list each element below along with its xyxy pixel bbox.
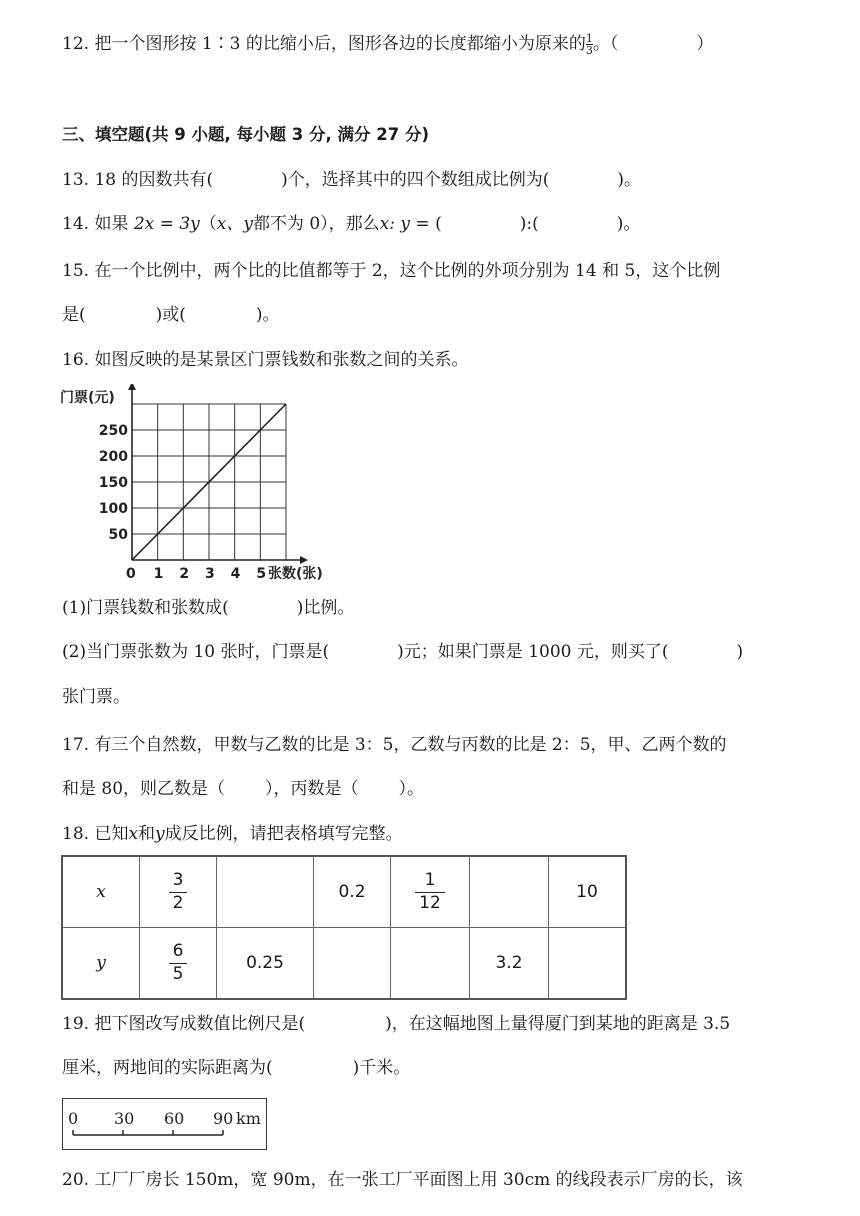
question-16-part2-cont: 张门票。 <box>62 687 130 707</box>
table-cell-blank[interactable] <box>391 928 470 1000</box>
row-header-x: x <box>62 856 140 928</box>
table-cell: 10 <box>549 856 627 928</box>
x-tick-label: 3 <box>205 566 215 582</box>
question-13: 13. 18 的因数共有( )个，选择其中的四个数组成比例为( )。 <box>62 170 642 190</box>
table-cell: 3.2 <box>470 928 549 1000</box>
table-cell: 0.2 <box>314 856 391 928</box>
question-17-line1: 17. 有三个自然数，甲数与乙数的比是 3：5，乙数与丙数的比是 2：5，甲、乙两个数的 <box>62 735 727 755</box>
table-cell: $\frac{1}{12}$ <box>391 856 470 928</box>
scale-label: 60 <box>164 1109 185 1128</box>
y-tick-label: 200 <box>98 449 128 465</box>
table-cell-blank[interactable] <box>314 928 391 1000</box>
y-axis-label: 门票(元) <box>60 390 115 406</box>
question-16-part1: (1)门票钱数和张数成( )比例。 <box>62 598 355 618</box>
x-tick-label: 5 <box>256 566 267 582</box>
y-tick-label: 250 <box>98 423 128 439</box>
x-axis-arrow <box>300 556 308 564</box>
y-tick-label: 100 <box>98 501 128 517</box>
x-tick-label: 1 <box>153 566 164 582</box>
scale-label: 30 <box>114 1109 135 1128</box>
question-16: 16. 如图反映的是某景区门票钱数和张数之间的关系。 <box>62 350 469 370</box>
question-15-line2: 是( )或( )。 <box>62 305 280 325</box>
y-axis-arrow <box>128 384 136 390</box>
question-15-line1: 15. 在一个比例中，两个比的比值都等于 2，这个比例的外项分别为 14 和 5，这个比例 <box>62 261 721 281</box>
question-20: 20. 工厂厂房长 150m，宽 90m，在一张工厂平面图上用 30cm 的线段表示厂房的长，该 <box>62 1170 743 1190</box>
ticket-price-graph <box>60 384 350 584</box>
question-19-line1: 19. 把下图改写成数值比例尺是( )，在这幅地图上量得厦门到某地的距离是 3.5 <box>62 1014 731 1034</box>
question-17-line2: 和是 80，则乙数是（ ），丙数是（ ）。 <box>62 779 425 799</box>
question-19-line2: 厘米，两地间的实际距离为( )千米。 <box>62 1058 411 1078</box>
scale-label: 90 <box>213 1109 234 1128</box>
table-row-y <box>62 928 626 1000</box>
question-16-part2: (2)当门票张数为 10 张时，门票是( )元；如果门票是 1000 元，则买了( ) <box>62 642 744 662</box>
row-header-y: y <box>62 928 140 1000</box>
table-cell: $\frac{6}{5}$ <box>140 928 217 1000</box>
x-tick-label: 4 <box>230 566 241 582</box>
question-14: 14. 如果 2x = 3y（x、y都不为 0），那么x: y = ( ):( )。 <box>62 214 641 234</box>
table-cell: $\frac{3}{2}$ <box>140 856 217 928</box>
x-tick-label: 0 <box>126 566 136 582</box>
table-cell-blank[interactable] <box>549 928 627 1000</box>
inverse-proportion-table <box>61 855 627 1000</box>
table-cell-blank[interactable] <box>470 856 549 928</box>
y-tick-label: 50 <box>108 527 128 543</box>
table-row-x <box>62 856 626 928</box>
scale-unit: km <box>236 1109 261 1128</box>
section-heading: 三、填空题(共 9 小题, 每小题 3 分, 满分 27 分) <box>62 125 429 144</box>
x-axis-label: 张数(张) <box>268 566 323 582</box>
y-tick-label: 150 <box>98 475 128 491</box>
table-cell: 0.25 <box>217 928 314 1000</box>
x-tick-label: 2 <box>179 566 190 582</box>
table-cell-blank[interactable] <box>217 856 314 928</box>
line-scale-bar <box>62 1098 267 1150</box>
question-18: 18. 已知x和y成反比例，请把表格填写完整。 <box>62 824 403 844</box>
fraction-one-third: $\frac{1}{3}$ <box>585 32 593 57</box>
question-12: 12. 把一个图形按 1∶3 的比缩小后，图形各边的长度都缩小为原来的 $\frac{1}{3}$ 。（ ） <box>62 32 714 57</box>
scale-label: 0 <box>68 1109 79 1128</box>
